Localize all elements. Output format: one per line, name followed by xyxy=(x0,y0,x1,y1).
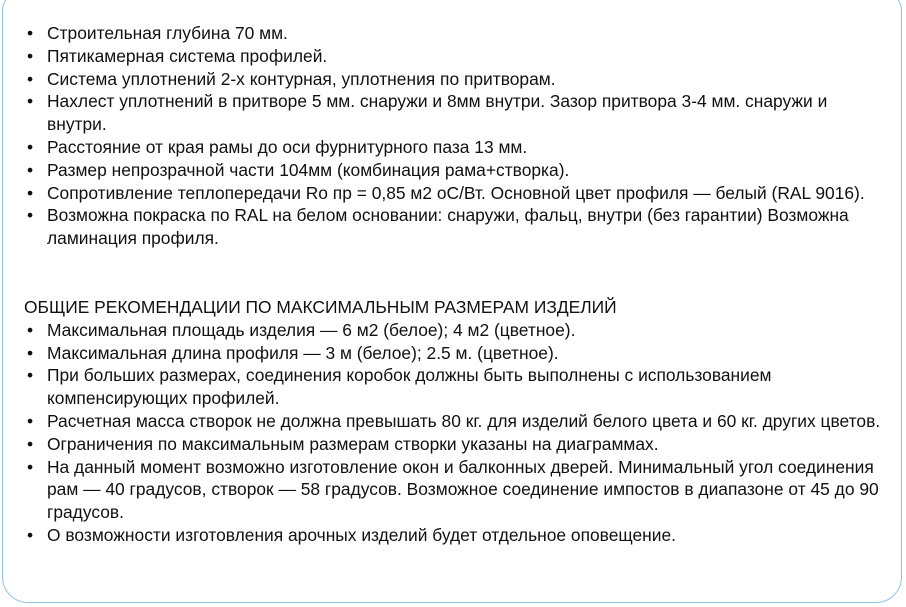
section-spacer xyxy=(24,250,884,296)
list-item: • При больших размерах, соединения коробок должны быть выполнены с использованием компенсирующих профилей. xyxy=(24,364,884,410)
list-item: • Расчетная масса створок не должна превышать 80 кг. для изделий белого цвета и 60 кг. других цветов. xyxy=(24,410,884,433)
list-item: • Система уплотнений 2-х контурная, уплотнения по притворам. xyxy=(24,68,884,91)
list-item: • На данный момент возможно изготовление окон и балконных дверей. Минимальный угол соединения рам — 40 градусов, створок — 58 градусов. Возможное соединение импостов в диапазоне от 45 до 90 градусов. xyxy=(24,456,884,524)
recommendations-list xyxy=(24,319,884,547)
list-item: • Максимальная длина профиля — 3 м (белое); 2.5 м. (цветное). xyxy=(24,342,884,365)
list-item: • Строительная глубина 70 мм. xyxy=(24,22,884,45)
list-item: • Нахлест уплотнений в притворе 5 мм. снаружи и 8мм внутри. Зазор притвора 3-4 мм. снаружи и внутри. xyxy=(24,90,884,136)
features-list xyxy=(24,22,884,250)
list-item: • Расстояние от края рамы до оси фурнитурного паза 13 мм. xyxy=(24,136,884,159)
list-item: • Размер непрозрачной части 104мм (комбинация рама+створка). xyxy=(24,159,884,182)
list-item: • Пятикамерная система профилей. xyxy=(24,45,884,68)
list-item: • Сопротивление теплопередачи Ro пр = 0,85 м2 оС/Вт. Основной цвет профиля — белый (RAL 9016). xyxy=(24,182,884,205)
list-item: • Возможна покраска по RAL на белом основании: снаружи, фальц, внутри (без гарантии) Возможна ламинация профиля. xyxy=(24,204,884,250)
list-item: • О возможности изготовления арочных изделий будет отдельное оповещение. xyxy=(24,524,884,547)
list-item: • Максимальная площадь изделия — 6 м2 (белое); 4 м2 (цветное). xyxy=(24,319,884,342)
section-heading: ОБЩИЕ РЕКОМЕНДАЦИИ ПО МАКСИМАЛЬНЫМ РАЗМЕРАМ ИЗДЕЛИЙ xyxy=(24,296,617,317)
document-body xyxy=(24,22,884,547)
list-item: • Ограничения по максимальным размерам створки указаны на диаграммах. xyxy=(24,433,884,456)
